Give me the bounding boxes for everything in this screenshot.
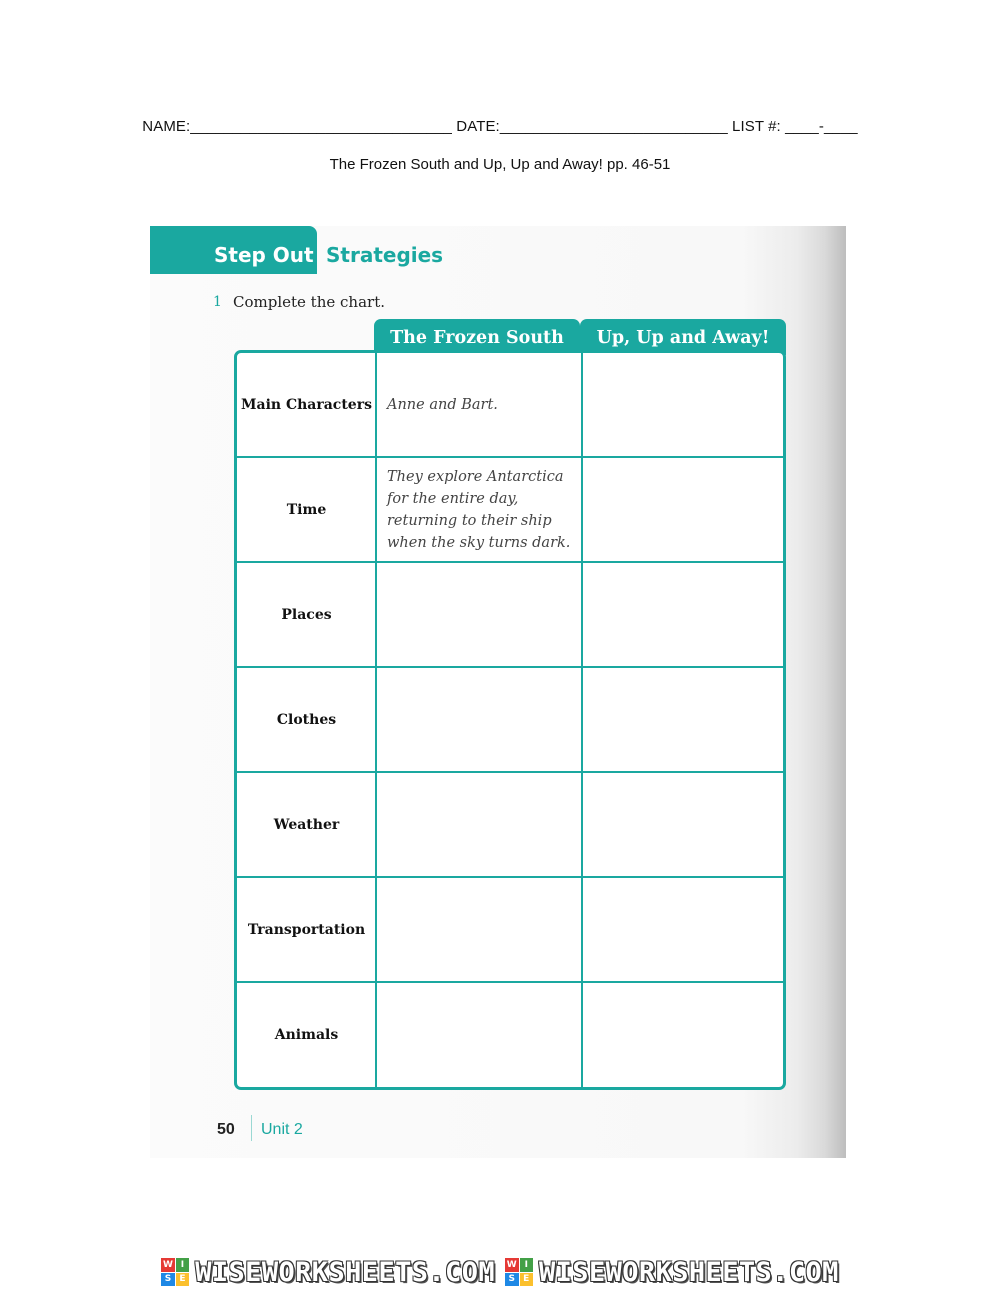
- watermark-text: WISEWORKSHEETS.COM: [539, 1256, 839, 1288]
- unit-label: Unit 2: [261, 1121, 303, 1138]
- row-label-main-characters: Main Characters: [241, 396, 372, 413]
- section-tab-label: Step Out: [214, 243, 314, 267]
- cell-main-characters-frozen-south[interactable]: Anne and Bart.: [387, 396, 498, 413]
- cell-clothes-up-up-and-away[interactable]: [583, 668, 777, 771]
- column-header-up-up-and-away: Up, Up and Away!: [580, 319, 786, 355]
- row-label-transportation: Transportation: [247, 921, 366, 938]
- worksheet-subtitle: The Frozen South and Up, Up and Away! pp. 46-51: [329, 156, 671, 173]
- cell-weather-frozen-south[interactable]: [377, 773, 581, 876]
- page-footer-divider: [251, 1115, 252, 1141]
- watermark: [161, 1254, 495, 1290]
- cell-transportation-up-up-and-away[interactable]: [583, 878, 777, 981]
- name-date-list-line: NAME:_______________________________ DATE:___________________________ LIST #: ____-____: [142, 118, 858, 135]
- cell-main-characters-up-up-and-away[interactable]: [583, 353, 777, 456]
- cell-places-frozen-south[interactable]: [377, 563, 581, 666]
- cell-animals-frozen-south[interactable]: [377, 983, 581, 1087]
- chart-table: [234, 350, 786, 1090]
- row-label-time: Time: [286, 501, 327, 518]
- row-label-clothes: Clothes: [276, 711, 337, 728]
- watermark: [505, 1254, 839, 1290]
- logo-letter: S: [505, 1273, 519, 1287]
- scanned-page: [150, 226, 846, 1158]
- cell-transportation-frozen-south[interactable]: [377, 878, 581, 981]
- section-tab: [150, 226, 317, 274]
- cell-clothes-frozen-south[interactable]: [377, 668, 581, 771]
- page-number: 50: [217, 1121, 235, 1138]
- logo-letter: E: [520, 1273, 534, 1287]
- logo-letter: I: [176, 1258, 190, 1272]
- logo-letter: W: [506, 1259, 517, 1270]
- section-title: Strategies: [326, 243, 444, 267]
- row-label-places: Places: [281, 606, 332, 623]
- cell-animals-up-up-and-away[interactable]: [583, 983, 777, 1087]
- watermark-logo-icon: [161, 1258, 189, 1286]
- logo-letter: S: [161, 1273, 175, 1287]
- cell-time-up-up-and-away[interactable]: [583, 458, 777, 561]
- column-header-frozen-south: The Frozen South: [374, 319, 580, 355]
- cell-places-up-up-and-away[interactable]: [583, 563, 777, 666]
- cell-time-frozen-south[interactable]: They explore Antarctica for the entire day, returning to their ship when the sky turns dark.: [387, 468, 571, 551]
- row-label-weather: Weather: [273, 816, 340, 833]
- logo-letter: W: [162, 1259, 173, 1270]
- cell-weather-up-up-and-away[interactable]: [583, 773, 777, 876]
- exercise-instruction: Complete the chart.: [233, 293, 385, 311]
- logo-letter: E: [176, 1273, 190, 1287]
- exercise-number: 1: [213, 294, 222, 310]
- logo-letter: I: [520, 1258, 534, 1272]
- watermark-banner: [0, 1254, 1000, 1290]
- row-label-animals: Animals: [274, 1027, 339, 1043]
- watermark-text: WISEWORKSHEETS.COM: [195, 1256, 495, 1288]
- watermark-logo-icon: [505, 1258, 533, 1286]
